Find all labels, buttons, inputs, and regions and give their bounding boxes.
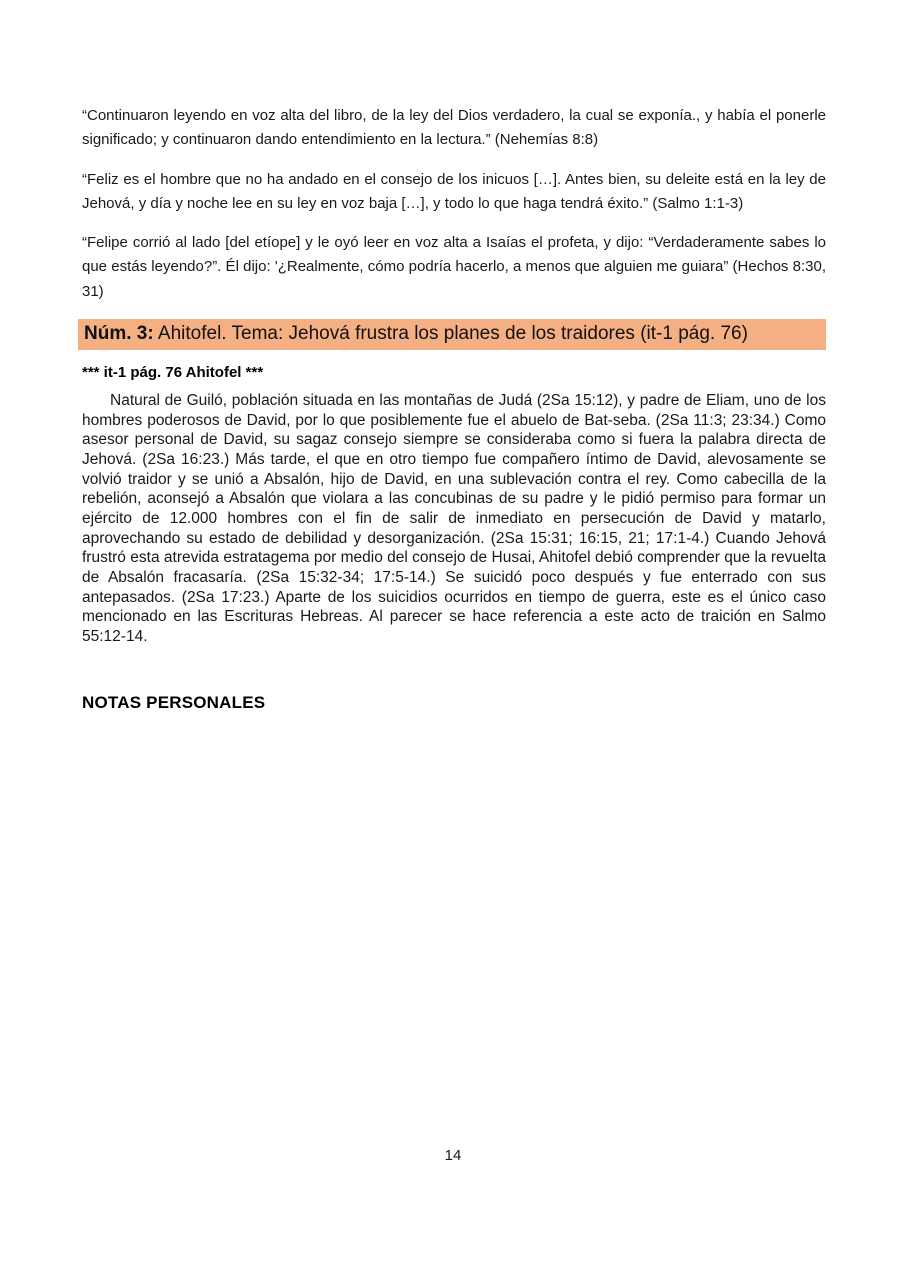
reference-title: *** it-1 pág. 76 Ahitofel *** bbox=[82, 363, 264, 381]
section-heading-title: Ahitofel. Tema: Jehová frustra los planes de los traidores (it-1 pág. 76) bbox=[153, 323, 748, 345]
article-body-ahitofel: Natural de Guiló, población situada en las montañas de Judá (2Sa 15:12), y padre de Eliam, uno de los hombres poderosos de David, por lo que posiblemente fue el abuelo de Bat-seba. (2Sa 11:3; 23:34.) Como asesor personal de David, su sagaz consejo siempre se consideraba como si fuera la palabra directa de Jehová. (2Sa 16:23.) Más tarde, el que en otro tiempo fue compañero íntimo de David, alevosamente se volvió traidor y se unió a Absalón, hijo de David, en una sublevación contra el rey. Como cabecilla de la rebelión, aconsejó a Absalón que violara a las concubinas de su padre y le pidió permiso para formar un ejército de 12.000 hombres con el fin de salir de inmediato en persecución de David y matarlo, aprovechando su estado de debilidad y desorganización. (2Sa 15:31; 16:15, 21; 17:1-4.) Cuando Jehová frustró esta atrevida estratagema por medio del consejo de Husai, Ahitofel debió comprender que la revuelta de Absalón fracasaría. (2Sa 15:32-34; 17:5-14.) Se suicidó poco después y fue enterrado con sus antepasados. (2Sa 17:23.) Aparte de los suicidios ocurridos en tiempo de guerra, este es el único caso mencionado en las Escrituras Hebreas. Al parecer se hace referencia a este acto de traición en Salmo 55:12-14. bbox=[82, 391, 826, 645]
notes-personales-heading: NOTAS PERSONALES bbox=[82, 692, 266, 712]
section-heading-highlighted bbox=[78, 319, 826, 350]
page-number: 14 bbox=[444, 1147, 462, 1164]
page-content bbox=[82, 104, 826, 713]
scripture-quote-salmo: “Feliz es el hombre que no ha andado en el consejo de los inicuos […]. Antes bien, su deleite está en la ley de Jehová, y día y noche lee en su ley en voz baja […], y todo lo que haga tendrá éxito.” (Salmo 1:1-3) bbox=[82, 170, 826, 212]
scripture-quote-nehemias: “Continuaron leyendo en voz alta del libro, de la ley del Dios verdadero, la cual se exponía., y había el ponerle significado; y continuaron dando entendimiento en la lectura.” (Nehemías 8:8) bbox=[82, 107, 826, 149]
scripture-quote-hechos: “Felipe corrió al lado [del etíope] y le oyó leer en voz alta a Isaías el profeta, y dijo: “Verdaderamente sabes lo que estás leyendo?”. Él dijo: '¿Realmente, cómo podría hacerlo, a menos que alguien me guiara” (Hechos 8:30, 31) bbox=[82, 234, 826, 300]
section-heading-number: Núm. 3: bbox=[84, 323, 154, 345]
